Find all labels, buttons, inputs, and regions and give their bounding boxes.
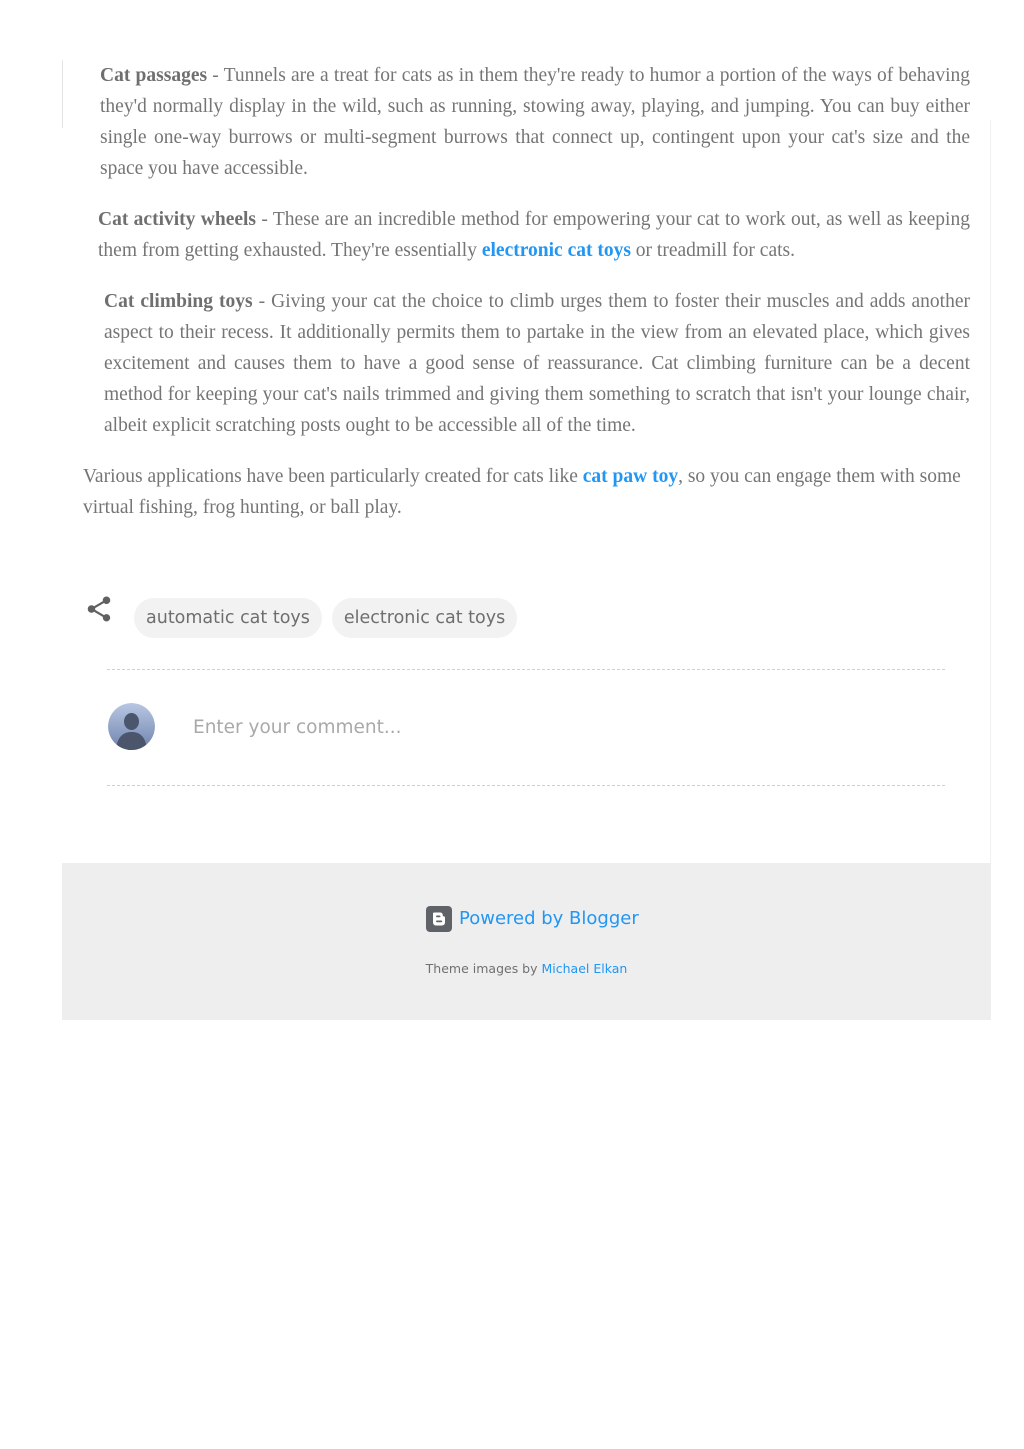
avatar — [108, 703, 155, 750]
footer — [62, 863, 991, 1020]
share-icon — [84, 594, 114, 624]
paragraph-cat-passages — [83, 60, 970, 184]
paragraph-text: Various applications have been particularly created for cats like — [83, 466, 583, 487]
paragraph-title: Cat activity wheels — [98, 209, 257, 230]
blogger-icon — [426, 906, 452, 932]
theme-credit — [62, 961, 991, 976]
paragraph-cat-climbing-toys — [83, 286, 970, 441]
powered-by-label: Powered by Blogger — [459, 908, 639, 929]
powered-by-blogger-link[interactable] — [426, 906, 639, 932]
post-body — [83, 60, 970, 543]
paragraph-cat-activity-wheels — [83, 204, 970, 266]
post-labels — [134, 598, 517, 638]
comment-input[interactable] — [193, 708, 893, 746]
share-button[interactable] — [84, 594, 114, 624]
user-avatar-icon — [108, 703, 155, 750]
theme-author-link[interactable]: Michael Elkan — [541, 961, 628, 976]
label-chip-automatic-cat-toys[interactable]: automatic cat toys — [134, 598, 322, 638]
link-electronic-cat-toys[interactable]: electronic cat toys — [481, 240, 631, 261]
paragraph-title: Cat climbing toys — [104, 291, 253, 312]
link-cat-paw-toy[interactable]: cat paw toy — [582, 466, 679, 487]
paragraph-applications — [83, 461, 970, 523]
paragraph-title: Cat passages — [100, 65, 208, 86]
paragraph-text: or treadmill for cats. — [630, 240, 795, 261]
paragraph-text: , so you can engage them with some virtual fishing, frog hunting, or ball play. — [83, 466, 961, 518]
paragraph-text: - Tunnels are a treat for cats as in them they're ready to humor a portion of the ways of behaving they'd normally display in the wild, such as running, stowing away, playing, and jumping. You can buy either single one-way burrows or multi-segment burrows that connect up, contingent upon your cat's size and the space you have accessible. — [100, 65, 970, 179]
card-right-border — [990, 120, 991, 863]
comment-divider-top — [107, 669, 945, 670]
comment-divider-bottom — [107, 785, 945, 786]
label-chip-electronic-cat-toys[interactable]: electronic cat toys — [332, 598, 517, 638]
paragraph-text: - Giving your cat the choice to climb urges them to foster their muscles and adds another aspect to their recess. It additionally permits them to partake in the view from an elevated place, which gives excitement and causes them to have a good sense of reassurance. Cat climbing furniture can be a decent method for keeping your cat's nails trimmed and giving them something to scratch that isn't your lounge chair, albeit explicit scratching posts ought to be accessible all of the time. — [104, 291, 970, 436]
theme-credit-prefix: Theme images by — [425, 961, 542, 976]
paragraph-text: - These are an incredible method for empowering your cat to work out, as well as keeping them from getting exhausted. They're essentially — [98, 209, 970, 261]
card-edge-cover — [62, 128, 64, 868]
